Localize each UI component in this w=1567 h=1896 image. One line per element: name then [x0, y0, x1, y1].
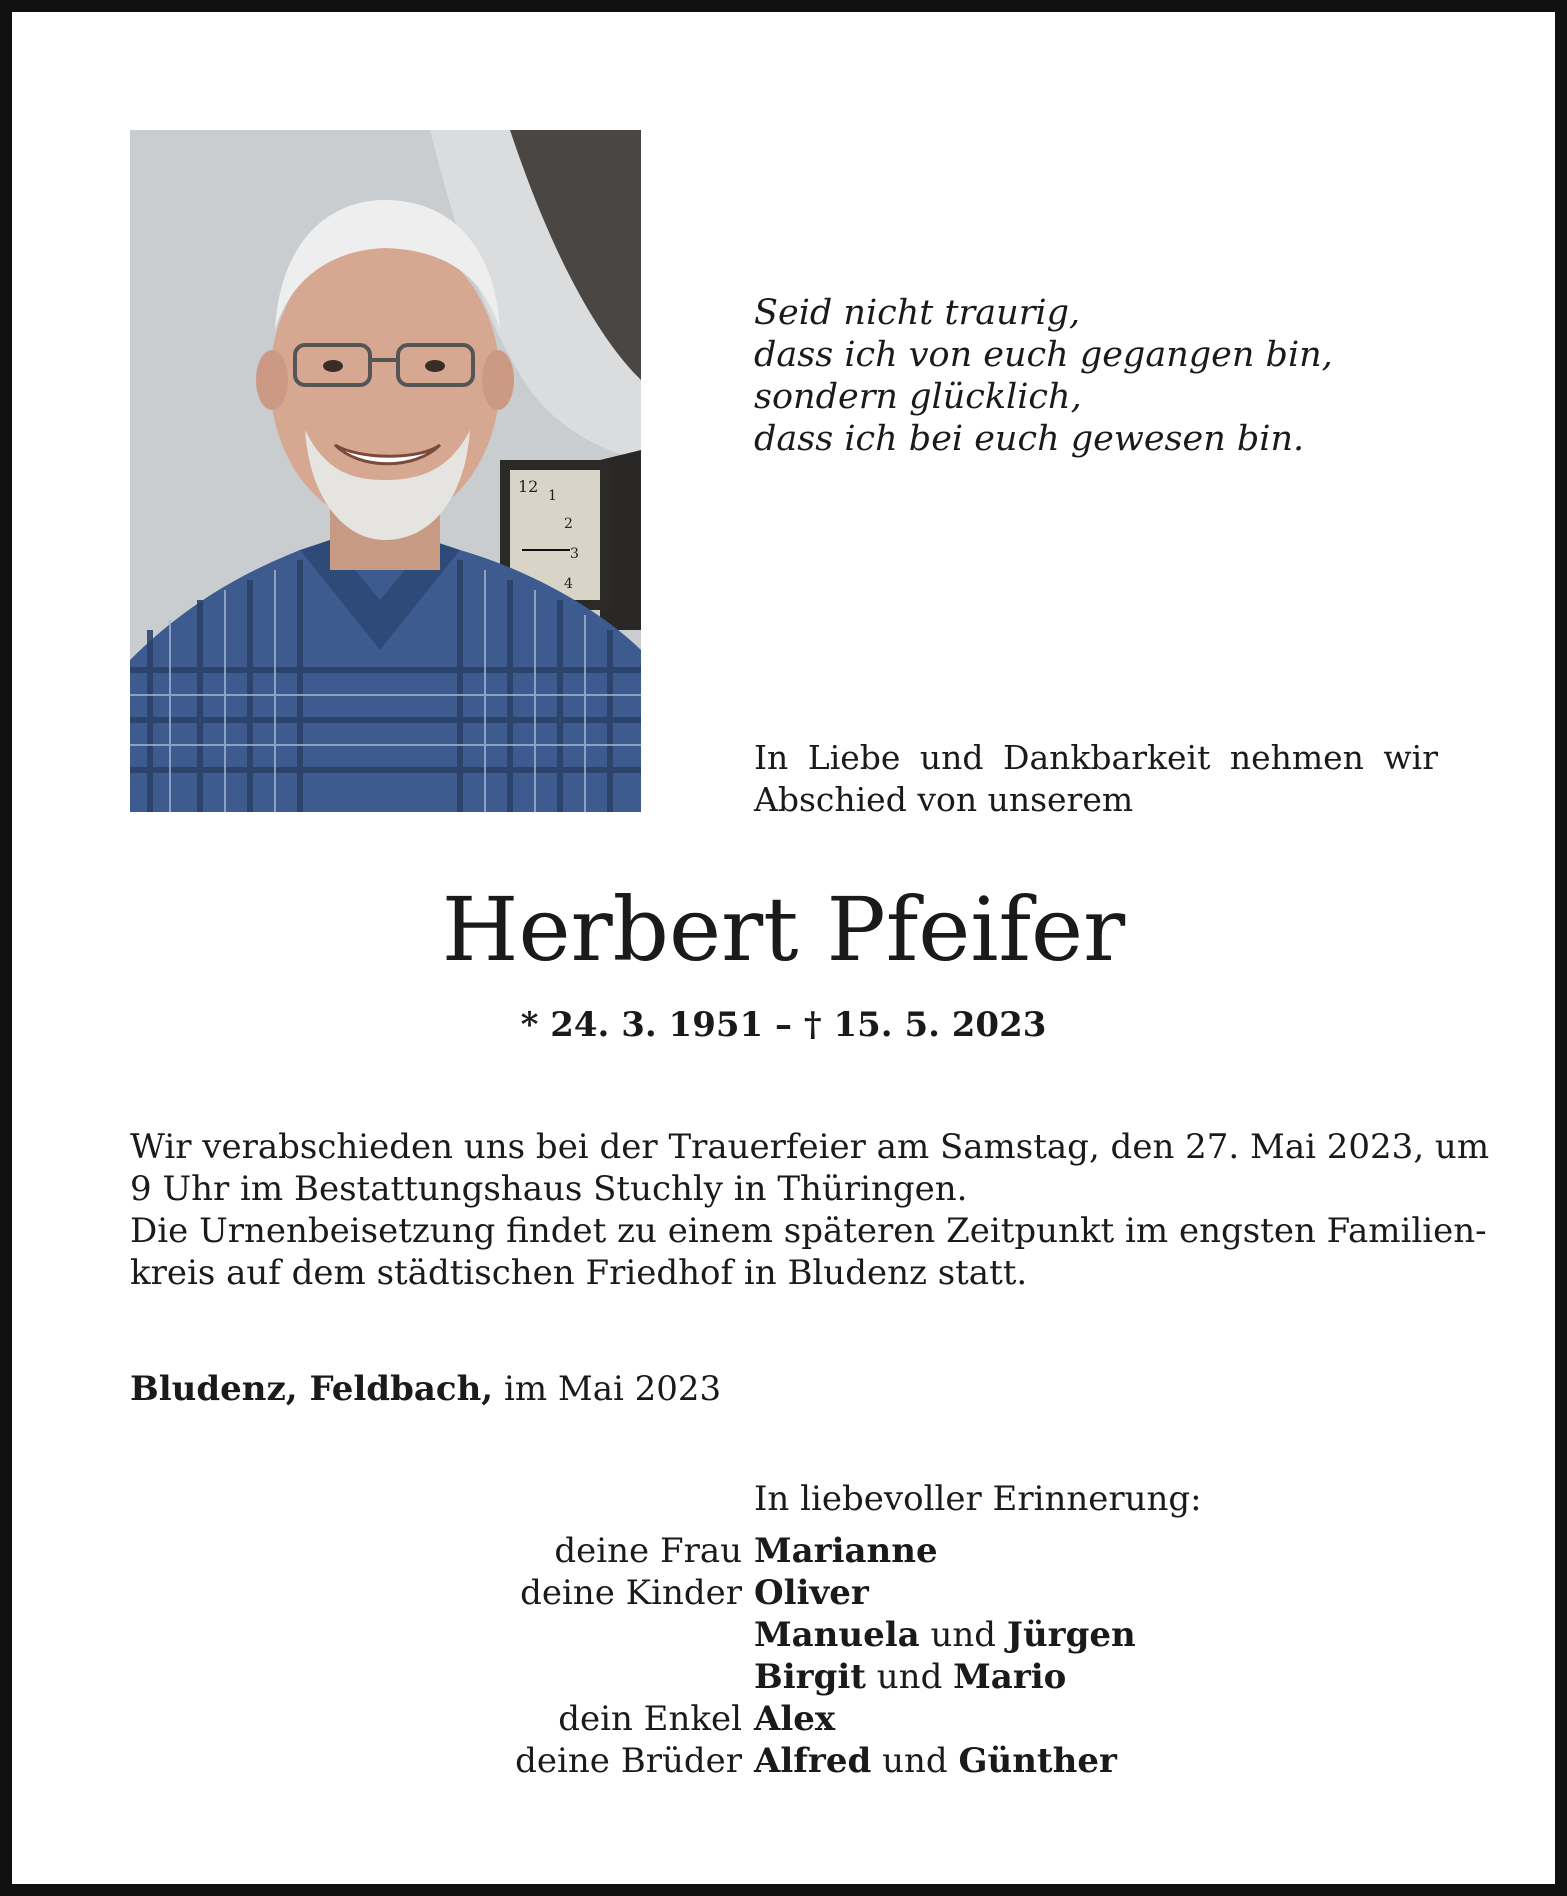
svg-text:3: 3: [570, 546, 579, 562]
family-name: Oliver: [754, 1573, 869, 1613]
family-relation: dein Enkel: [558, 1699, 742, 1739]
ceremony-text: [130, 1126, 1490, 1294]
family-relation: deine Frau: [554, 1531, 742, 1571]
family-connector: und: [930, 1615, 997, 1655]
family-connector: und: [882, 1741, 948, 1781]
family-relation: deine Brüder: [515, 1741, 742, 1781]
svg-text:1: 1: [548, 488, 557, 504]
poem-line: dass ich bei euch gewesen bin.: [754, 419, 1305, 459]
place-date: im Mai 2023: [503, 1369, 722, 1409]
ceremony-line: Die Urnenbeisetzung findet zu einem späteren Zeitpunkt im engsten Familien-: [130, 1211, 1487, 1251]
family-name: Birgit: [754, 1657, 866, 1697]
deceased-name: Herbert Pfeifer: [441, 878, 1126, 981]
ceremony-line: 9 Uhr im Bestattungshaus Stuchly in Thüringen.: [130, 1169, 968, 1209]
memory-heading: In liebevoller Erinnerung:: [754, 1479, 1202, 1519]
svg-text:2: 2: [564, 516, 573, 532]
ceremony-line: kreis auf dem städtischen Friedhof in Bludenz statt.: [130, 1253, 1028, 1293]
family-row: [430, 1572, 1136, 1614]
intro-line: In Liebe und Dankbarkeit nehmen wir: [754, 738, 1438, 777]
family-relation: [430, 1656, 754, 1698]
family-row: [430, 1530, 1136, 1572]
portrait-photo: [130, 130, 641, 812]
memorial-poem: [754, 292, 1333, 460]
family-name: Alex: [754, 1699, 836, 1739]
family-relation: [430, 1614, 754, 1656]
family-row: [430, 1614, 1136, 1656]
family-row: [430, 1656, 1136, 1698]
ceremony-line: Wir verabschieden uns bei der Trauerfeier am Samstag, den 27. Mai 2023, um: [130, 1127, 1490, 1167]
family-list: [430, 1530, 1136, 1782]
intro-line: Abschied von unserem: [754, 780, 1134, 819]
svg-text:12: 12: [518, 477, 539, 496]
family-relation: deine Kinder: [520, 1573, 742, 1613]
family-name: Günther: [958, 1741, 1117, 1781]
poem-line: dass ich von euch gegangen bin,: [754, 335, 1333, 375]
family-name: Marianne: [754, 1531, 938, 1571]
family-name: Jürgen: [1006, 1615, 1136, 1655]
poem-line: sondern glücklich,: [754, 377, 1082, 417]
family-connector: und: [876, 1657, 943, 1697]
life-dates: * 24. 3. 1951 – † 15. 5. 2023: [520, 1005, 1047, 1045]
family-name: Manuela: [754, 1615, 920, 1655]
poem-line: Seid nicht traurig,: [754, 293, 1081, 333]
family-row: [430, 1740, 1136, 1782]
family-name: Mario: [953, 1657, 1067, 1697]
place-and-date: [130, 1367, 721, 1411]
svg-text:4: 4: [564, 576, 573, 592]
place-names: Bludenz, Feldbach,: [130, 1369, 494, 1409]
family-name: Alfred: [754, 1741, 872, 1781]
family-row: [430, 1698, 1136, 1740]
farewell-intro: [754, 737, 1438, 821]
